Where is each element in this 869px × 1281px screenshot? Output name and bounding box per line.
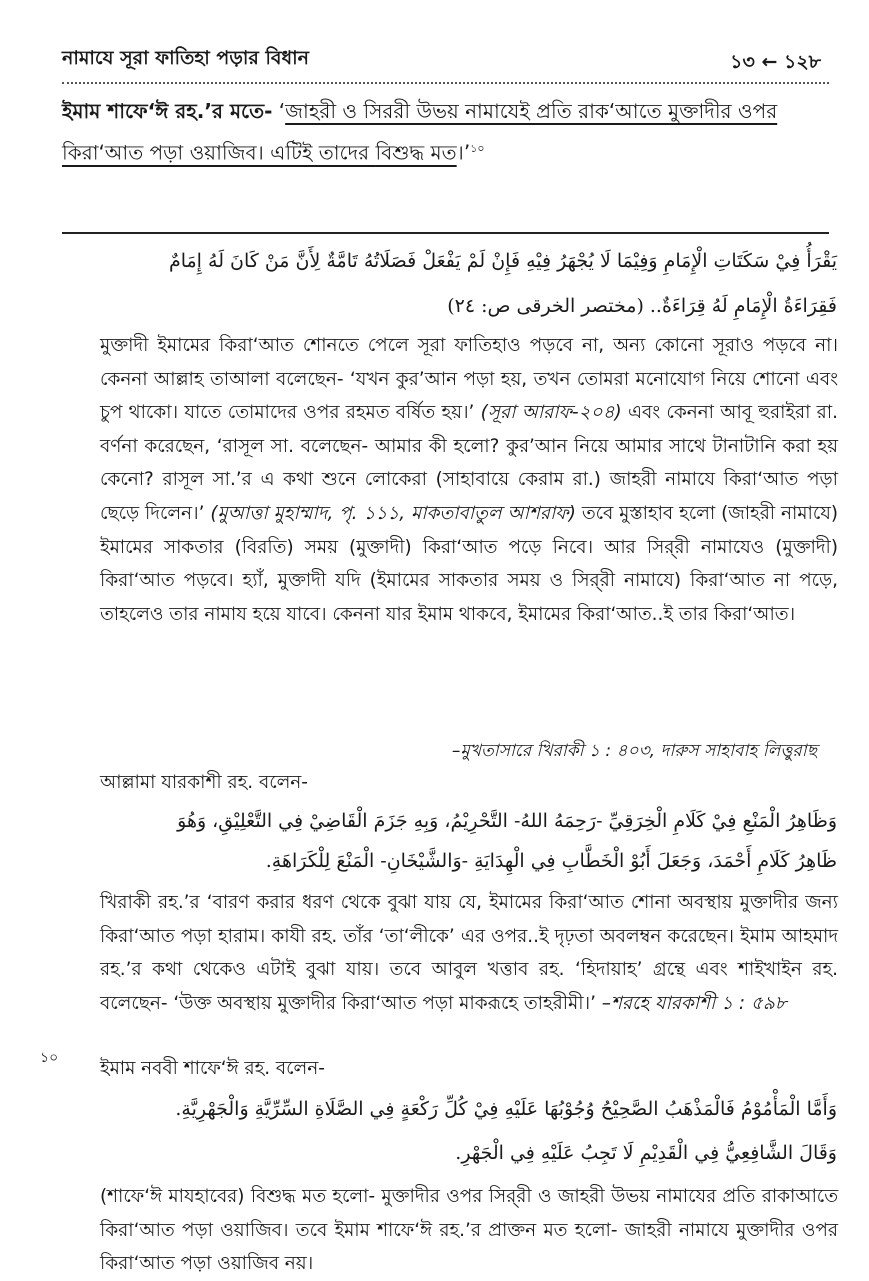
arabic-quote-3-line-2: وَقَالَ الشَّافِعِيُّ فِي الْقَدِيْمِ لَا تَجِبُ عَلَيْهِ فِي الْجَهْرِ. — [455, 1142, 837, 1164]
quote-open: ‘ — [272, 99, 286, 123]
reference-surah: (সূরা আরাফ-২০৪) — [480, 402, 622, 424]
paragraph-1-text-c: তবে মুস্তাহাব হলো (জাহরী নামাযে) ইমামের সাকতার (বিরতি) সময় (মুক্তাদী) কিরা‘আত পড়ে নিবে। আর সির্‌রী নামাযেও (মুক্তাদী) কিরা‘আত পড়বে। হ্যাঁ, মুক্তাদী যদি (ইমামের সাকতার সময় ও সির্‌রী নামাযে) কিরা‘আত না পড়ে, তাহলেও তার নামায হয়ে যাবে। কেননা যার ইমাম থাকবে, ইমামের কিরা‘আত..ই তার কিরা‘আত। — [100, 502, 838, 625]
running-header-title: নামাযে সূরা ফাতিহা পড়ার বিধান — [62, 47, 309, 69]
opening-quote-underlined-2: বিশুদ্ধ মত — [375, 140, 457, 165]
opening-lead: ইমাম শাফে‘ঈ রহ.’র মতে- — [62, 99, 273, 123]
nawawi-intro: ইমাম নববী শাফে‘ঈ রহ. বলেন- — [100, 1058, 325, 1079]
paragraph-2 — [100, 886, 838, 1020]
paragraph-1 — [100, 329, 838, 631]
source-citation-1: –মুখতাসারে খিরাকী ১ : ৪০৩, দারুস সাহাবাহ লিত্তুরাছ — [451, 741, 817, 761]
opening-paragraph — [62, 92, 837, 172]
paragraph-2-text: খিরাকী রহ.’র ‘বারণ করার ধরণ থেকে বুঝা যায় যে, ইমামের কিরা‘আত শোনা অবস্থায় মুক্তাদীর জন্য কিরা‘আত পড়া হারাম। কাযী রহ. তাঁর ‘তা‘লীকে’ এর ওপর..ই দৃঢ়তা অবলম্বন করেছেন। ইমাম আহমাদ রহ.’র কথা থেকেও এটাই বুঝা যায়। তবে আবুল খত্তাব রহ. ‘হিদায়াহ’ গ্রন্থে এবং শাইখাইন রহ. বলেছেন- ‘উক্ত অবস্থায় মুক্তাদীর কিরা‘আত পড়া মাকরূহে তাহরীমী।’ — [100, 892, 838, 1014]
arabic-quote-1-line-2: فَقِرَاءَةُ الْإِمَامِ لَهُ قِرَاءَةٌ.. (مختصر الخرقى ص: ٢٤) — [447, 295, 837, 317]
arabic-quote-2-line-2: ظَاهِرُ كَلَامِ أَحْمَدَ، وَجَعَلَ أَبُوْ الْخَطَّابِ فِي الْهِدَايَةِ -وَالشَّيْخَانِ- الْمَنْعَ لِلْكَرَاهَةِ. — [265, 850, 837, 872]
paragraph-1-text-a: মুক্তাদী ইমামের কিরা‘আত শোনতে পেলে সূরা ফাতিহাও পড়বে না, অন্য কোনো সূরাও পড়বে না। কেননা আল্লাহ তাআলা বলেছেন- ‘যখন কুর’আন পড়া হয়, তখন তোমরা মনোযোগ নিয়ে শোনো এবং চুপ থাকো। যাতে তোমাদের ওপর রহমত বর্ষিত হয়।’ — [100, 335, 838, 424]
paragraph-1-text-b: এবং কেননা আবূ হুরাইরা রা. বর্ণনা করেছেন, ‘রাসূল সা. বলেছেন- আমার কী হলো? কুর’আন নিয়ে আমার সাথে টানাটানি করা হয় কেনো? রাসূল সা.’র এ কথা শুনে লোকেরা (সাহাবায়ে কেরাম রা.) জাহরী নামাযে কিরা‘আত পড়া ছেড়ে দিলেন।’ — [100, 402, 838, 524]
arabic-quote-1-line-1: يَقْرَأُ فِيْ سَكَتَاتِ الْإِمَامِ وَفِيْمَا لَا يُجْهَرُ فِيْهِ فَإِنْ لَمْ يَفْعَلْ فَصَلَاتُهُ تَامَّةٌ لِأَنَّ مَنْ كَانَ لَهُ إِمَامٌ — [168, 250, 837, 272]
reference-sharh-zarkashi: –শরহে যারকাশী ১ : ৫৯৮ — [601, 992, 787, 1014]
header-divider — [62, 82, 829, 84]
arabic-quote-3-line-1: وَأَمَّا الْمَأْمُوْمُ فَالْمَذْهَبُ الصَّحِيْحُ وُجُوْبُهَا عَلَيْهِ فِيْ كُلِّ رَكْعَةٍ فِي الصَّلَاةِ السِّرِّيَّةِ وَالْجَهْرِيَّةِ. — [175, 1098, 837, 1120]
page-number: ১৩ ← ১২৮ — [730, 51, 821, 73]
section-divider — [62, 232, 829, 234]
footnote-marker: ১০ — [470, 142, 485, 155]
quote-close: ।’ — [456, 140, 471, 165]
paragraph-3: (শাফে‘ঈ মাযহাবের) বিশুদ্ধ মত হলো- মুক্তাদীর ওপর সির্‌রী ও জাহরী উভয় নামাযের প্রতি রাকাআতে কিরা‘আত পড়া ওয়াজিব। তবে ইমাম শাফে‘ঈ রহ.’র প্রাক্তন মত হলো- জাহরী নামাযে মুক্তাদীর ওপর কিরা‘আত পড়া ওয়াজিব নয়। — [100, 1186, 838, 1275]
margin-footnote-number: ১০ — [40, 1050, 59, 1066]
opening-quote-underlined: জাহরী ও সিররী উভয় নামাযেই প্রতি রাক‘আতে মুক্তাদীর ওপর কিরা‘আত পড়া ওয়াজিব। এটিই তাদের — [62, 99, 778, 165]
zarkashi-intro: আল্লামা যারকাশী রহ. বলেন- — [100, 772, 308, 793]
arabic-quote-2-line-1: وَظَاهِرُ الْمَنْعِ فِيْ كَلَامِ الْخِرَقِيِّ -رَحِمَهُ اللهُ- التَّحْرِيْمُ، وَبِهِ جَزَمَ الْقَاضِيْ فِي التَّعْلِيْقِ، وَهُوَ — [177, 810, 837, 832]
reference-muatta: (মুআত্তা মুহাম্মাদ, পৃ. ১১১, মাকতাবাতুল আশরাফ) — [210, 502, 576, 524]
